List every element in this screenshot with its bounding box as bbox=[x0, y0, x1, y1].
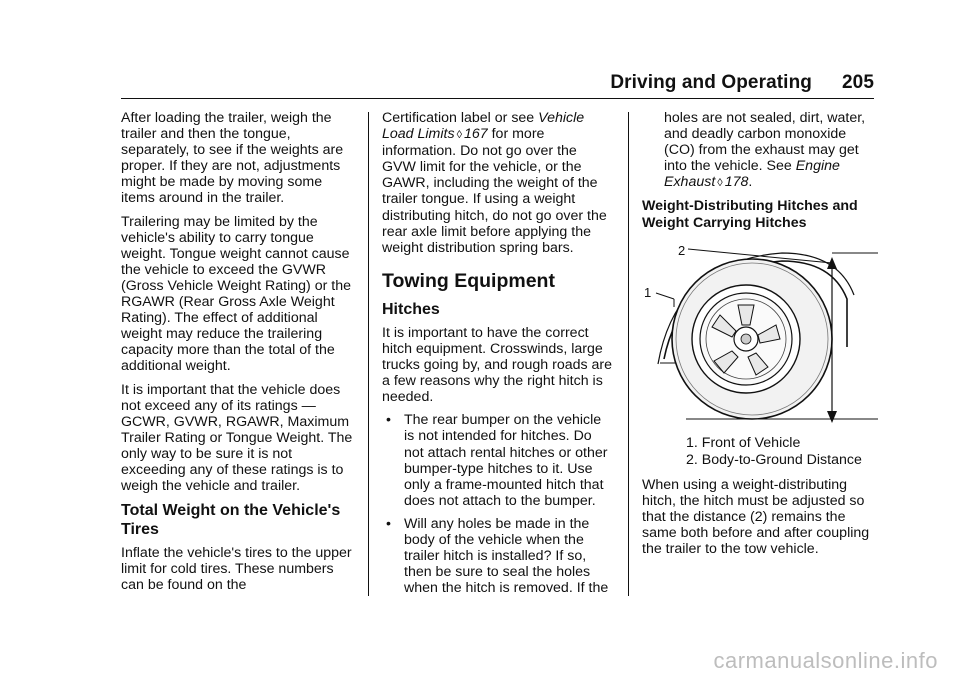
heading-weight-distributing-hitches: Weight-Distributing Hitches and Weight Carrying Hitches bbox=[642, 198, 858, 231]
paragraph-weight-distributing: When using a weight-distributing hitch, the hitch must be adjusted so that the distance (2) remains the same both before and after coupling the trailer to the tow vehicle. bbox=[642, 476, 870, 558]
column-divider-2 bbox=[628, 112, 629, 596]
heading-total-weight: Total Weight on the Vehicle's Tires bbox=[121, 502, 341, 539]
bullet-item bbox=[382, 516, 614, 596]
header-rule bbox=[121, 98, 874, 99]
column-divider-1 bbox=[368, 112, 369, 596]
figure-label-2: 2 bbox=[678, 242, 686, 258]
xref-arrow-icon: ◊ bbox=[456, 129, 462, 142]
xref-arrow-icon: ◊ bbox=[717, 177, 723, 190]
figure-label-1: 1 bbox=[644, 284, 652, 300]
xref-page-167[interactable]: 167 bbox=[464, 126, 488, 143]
link-engine-exhaust[interactable]: Engine Exhaust bbox=[664, 158, 840, 191]
text-segment: Certification label or see bbox=[382, 110, 539, 126]
bullet-text: The rear bumper on the vehicle is not intended for hitches. Do not attach rental hitches or other bumper-type hitches to it. Use only a frame-mounted hitch that does not attach to the bumper. bbox=[404, 412, 608, 509]
bullet-text: Will any holes be made in the body of the vehicle when the trailer hitch is installed? If so, then be sure to seal the holes when the hitch is removed. If the bbox=[404, 515, 609, 597]
paragraph-hitch-equipment: It is important to have the correct hitch equipment. Crosswinds, large trucks going by, and rough roads are a few reasons why the right hitch is needed. bbox=[382, 324, 613, 406]
page-header bbox=[610, 72, 874, 94]
text-segment: for more information. Do not go over the GVW limit for the vehicle, or the GAWR, including the weight of the trailer tongue. If using a weight distributing hitch, do not go over the rear axle limit before applying the weight distribution spring bars. bbox=[382, 126, 607, 256]
text-segment: . bbox=[748, 174, 753, 191]
xref-page-178[interactable]: 178 bbox=[724, 174, 749, 191]
caption-item: 2. Body-to-Ground Distance bbox=[686, 451, 862, 468]
column-1 bbox=[121, 110, 353, 600]
section-title: Driving and Operating bbox=[610, 72, 812, 93]
paragraph-inflate: Inflate the vehicle's tires to the upper limit for cold tires. These numbers can be found on the bbox=[121, 545, 352, 594]
column-3 bbox=[642, 110, 878, 564]
bullet-mark: • bbox=[386, 412, 391, 429]
paragraph-ratings: It is important that the vehicle does not exceed any of its ratings — GCWR, GVWR, RGAWR, Maximum Trailer Rating or Tongue Weight. The only way to be sure it is not exceeding any of these ratings is to weigh the vehicle and trailer. bbox=[121, 381, 353, 495]
watermark: carmanualsonline.info bbox=[713, 648, 938, 673]
paragraph-holes-continued bbox=[642, 110, 878, 191]
paragraph-certification bbox=[382, 110, 614, 256]
page-number: 205 bbox=[841, 72, 874, 93]
column-2 bbox=[382, 110, 614, 603]
paragraph-loading: After loading the trailer, weigh the trailer and then the tongue, separately, to see if the weights are proper. If they are not, adjustments might be made by moving some items around in the trailer. bbox=[121, 110, 344, 207]
heading-towing-equipment: Towing Equipment bbox=[382, 269, 555, 292]
text-segment: holes are not sealed, dirt, water, and deadly carbon monoxide (CO) from the exhaust may get into the vehicle. See bbox=[664, 110, 866, 175]
link-vehicle-load-limits[interactable]: Vehicle Load Limits bbox=[382, 110, 585, 143]
heading-hitches: Hitches bbox=[382, 300, 440, 318]
figure-caption-list bbox=[642, 435, 878, 469]
tire-illustration-icon bbox=[642, 239, 878, 431]
caption-item: 1. Front of Vehicle bbox=[686, 434, 801, 451]
bullet-item bbox=[382, 412, 614, 509]
tire-figure bbox=[642, 239, 878, 431]
bullet-mark: • bbox=[386, 515, 391, 532]
paragraph-tongue-weight: Trailering may be limited by the vehicle's ability to carry tongue weight. Tongue weight cannot cause the vehicle to exceed the GVWR (Gross Vehicle Weight Rating) or the RGAWR (Rear Gross Axle Weight Rating). The effect of additional weight may reduce the trailering capacity more than the total of the additional weight. bbox=[121, 213, 351, 375]
